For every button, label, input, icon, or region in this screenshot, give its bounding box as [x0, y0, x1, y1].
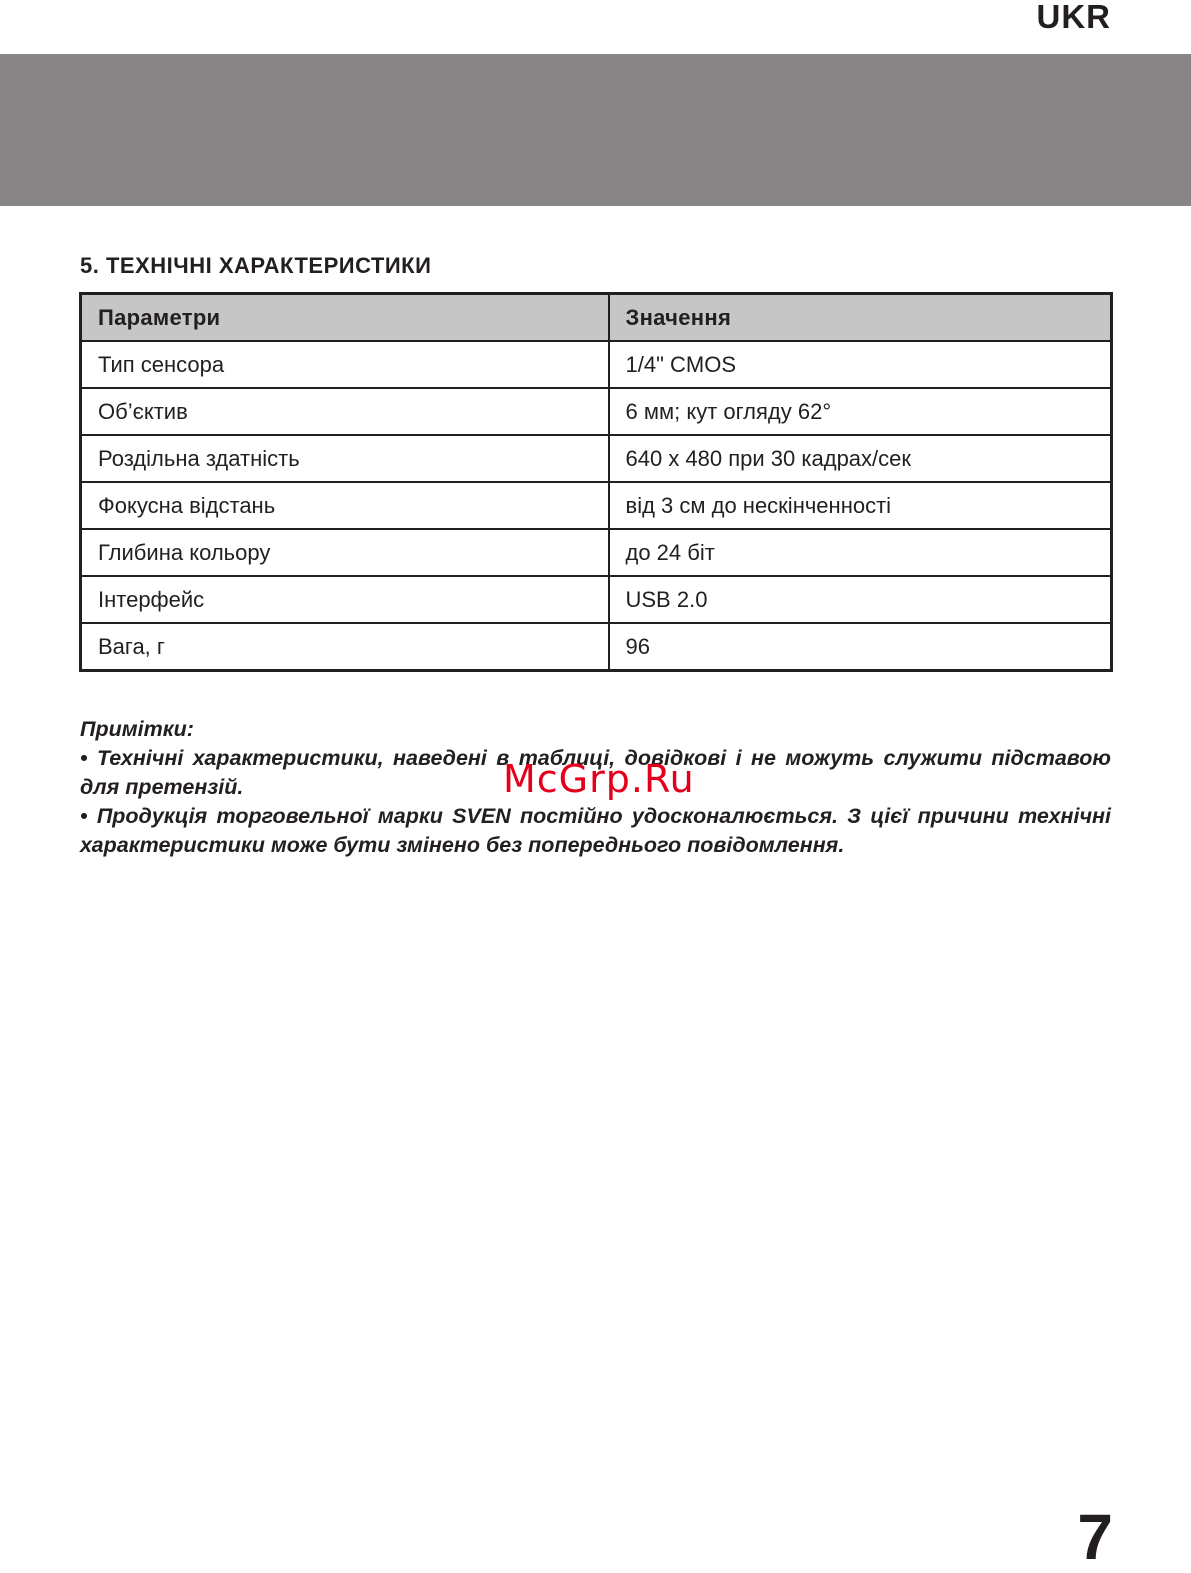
- specifications-table: [79, 292, 1113, 672]
- section-title: 5. ТЕХНІЧНІ ХАРАКТЕРИСТИКИ: [80, 253, 432, 278]
- param-cell: Інтерфейс: [81, 576, 609, 623]
- param-cell: Об’єктив: [81, 388, 609, 435]
- header-values: Значення: [609, 294, 1112, 342]
- language-code: UKR: [1036, 0, 1111, 35]
- param-cell: Глибина кольору: [81, 529, 609, 576]
- value-cell: USB 2.0: [609, 576, 1112, 623]
- table-row: [81, 435, 1112, 482]
- value-cell: 640 x 480 при 30 кадрах/сек: [609, 435, 1112, 482]
- page-number: 7: [1077, 1501, 1113, 1573]
- note-item: • Продукція торговельної марки SVEN постійно удосконалюється. З цієї причини технічні характеристики може бути змінено без попереднього повідомлення.: [80, 804, 1111, 857]
- param-cell: Роздільна здатність: [81, 435, 609, 482]
- value-cell: від 3 см до нескінченності: [609, 482, 1112, 529]
- header-parameters: Параметри: [81, 294, 609, 342]
- table-row: [81, 529, 1112, 576]
- table-row: [81, 388, 1112, 435]
- value-cell: до 24 біт: [609, 529, 1112, 576]
- watermark-text: McGrp.Ru: [503, 757, 695, 801]
- table-row: [81, 482, 1112, 529]
- value-cell: 1/4" CMOS: [609, 341, 1112, 388]
- value-cell: 96: [609, 623, 1112, 671]
- param-cell: Фокусна відстань: [81, 482, 609, 529]
- note-item: • Технічні характеристики, наведені в таблиці, довідкові і не можуть служити підставою для претензій.: [80, 746, 1111, 799]
- param-cell: Вага, г: [81, 623, 609, 671]
- notes-title: Примітки:: [80, 717, 194, 741]
- param-cell: Тип сенсора: [81, 341, 609, 388]
- table-row: [81, 576, 1112, 623]
- table-row: [81, 623, 1112, 671]
- table-header-row: [81, 294, 1112, 342]
- value-cell: 6 мм; кут огляду 62°: [609, 388, 1112, 435]
- table-row: [81, 341, 1112, 388]
- header-band: [0, 54, 1191, 206]
